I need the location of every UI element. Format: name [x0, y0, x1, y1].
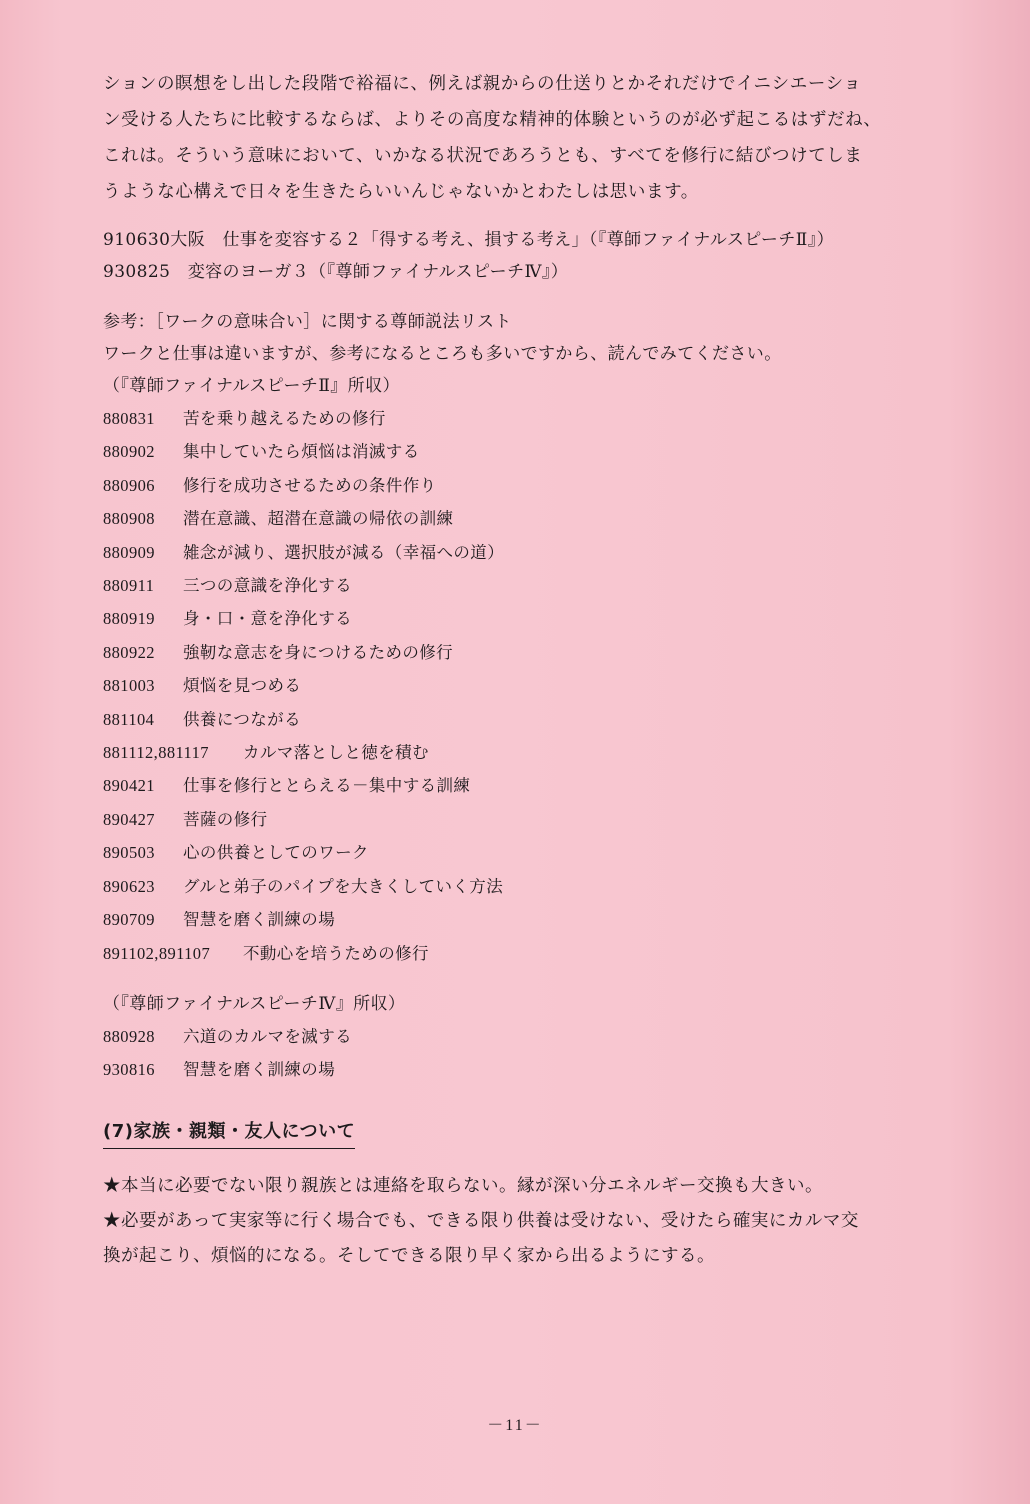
sermon-date-code: 880908 [103, 509, 155, 529]
section-item: ★本当に必要でない限り親族とは連絡を取らない。縁が深い分エネルギー交換も大きい。 [103, 1175, 823, 1196]
sermon-date-code: 880902 [103, 442, 155, 462]
list-item [103, 937, 953, 970]
sermon-date-code: 930816 [103, 1060, 155, 1080]
sermon-title: 六道のカルマを滅する [183, 1026, 352, 1046]
list-item [103, 903, 953, 936]
section-item: 換が起こり、煩悩的になる。そしてできる限り早く家から出るようにする。 [103, 1245, 715, 1266]
reference-note: ワークと仕事は違いますが、参考になるところも多いですから、読んでみてください。 [103, 344, 782, 364]
sermon-title: 供養につながる [183, 709, 301, 729]
sermon-title: 仕事を修行ととらえる－集中する訓練 [183, 776, 471, 796]
sermon-title: 心の供養としてのワーク [183, 843, 369, 863]
family-section [103, 1117, 953, 1274]
sermon-title: 強靭な意志を身につけるための修行 [183, 642, 454, 662]
group2-label: （『尊師ファイナルスピーチⅣ』所収） [103, 993, 406, 1014]
sermon-date-code: 890709 [103, 910, 155, 930]
sermon-date-code: 881104 [103, 709, 155, 729]
list-item [103, 636, 953, 669]
sermon-date-code: 880919 [103, 609, 155, 629]
sermon-title: 不動心を培うための修行 [243, 943, 429, 963]
list-item [103, 803, 953, 836]
page-content [103, 66, 953, 1274]
sermon-list-volume-4 [103, 1020, 953, 1087]
sermon-title: 潜在意識、超潜在意識の帰依の訓練 [183, 509, 454, 529]
list-item [103, 769, 953, 802]
sermon-title: 修行を成功させるための条件作り [183, 475, 437, 495]
sermon-date-code: 880906 [103, 475, 155, 495]
list-item [103, 435, 953, 468]
sermon-title: 雑念が減り、選択肢が減る（幸福への道） [183, 542, 505, 562]
list-item [103, 1020, 953, 1053]
sermon-title: 智慧を磨く訓練の場 [183, 910, 336, 930]
sermon-list-volume-2 [103, 402, 953, 970]
sermon-title: 煩悩を見つめる [183, 676, 302, 696]
list-item [103, 469, 953, 502]
source-line: 930825 変容のヨーガ３（『尊師ファイナルスピーチⅣ』） [103, 262, 569, 282]
group1-label: （『尊師ファイナルスピーチⅡ』所収） [103, 376, 400, 396]
sermon-title: 身・口・意を浄化する [183, 609, 352, 629]
reference-block [103, 306, 953, 1087]
list-item [103, 703, 953, 736]
list-item [103, 870, 953, 903]
sermon-date-code: 890427 [103, 809, 155, 829]
sermon-title: カルマ落としと徳を積む [243, 743, 429, 763]
sermon-date-code: 890503 [103, 843, 155, 863]
intro-line: ションの瞑想をし出した段階で裕福に、例えば親からの仕送りとかそれだけでイニシエーショ [103, 74, 862, 94]
sermon-date-code: 890623 [103, 876, 155, 896]
list-item [103, 1053, 953, 1086]
section-item: ★必要があって実家等に行く場合でも、できる限り供養は受けない、受けたら確実にカルマ交 [103, 1210, 859, 1231]
sermon-title: グルと弟子のパイプを大きくしていく方法 [183, 876, 504, 896]
sermon-date-code: 880909 [103, 542, 155, 562]
source-line: 910630大阪 仕事を変容する２「得する考え、損する考え」（『尊師ファイナルスピーチⅡ』） [103, 230, 834, 250]
intro-line: うような心構えで日々を生きたらいいんじゃないかとわたしは思います。 [103, 182, 699, 202]
sermon-date-code: 880911 [103, 576, 155, 596]
reference-heading: 参考：［ワークの意味合い］に関する尊師説法リスト [103, 312, 512, 332]
list-item [103, 602, 953, 635]
list-item [103, 502, 953, 535]
list-item [103, 836, 953, 869]
list-item [103, 569, 953, 602]
list-item [103, 736, 953, 769]
intro-line: ン受ける人たちに比較するならば、よりその高度な精神的体験というのが必ず起こるはずだね、 [103, 110, 882, 130]
sermon-title: 智慧を磨く訓練の場 [183, 1060, 336, 1080]
sermon-date-code: 880928 [103, 1026, 155, 1046]
sermon-date-code: 881112,881117 [103, 743, 209, 763]
sermon-title: 苦を乗り越えるための修行 [183, 409, 386, 428]
sermon-title: 菩薩の修行 [183, 809, 268, 829]
sermon-date-code: 890421 [103, 776, 155, 796]
sermon-title: 三つの意識を浄化する [183, 576, 352, 596]
intro-line: これは。そういう意味において、いかなる状況であろうとも、すべてを修行に結びつけてしま [103, 146, 863, 166]
source-references [103, 224, 953, 288]
sermon-date-code: 881003 [103, 676, 155, 696]
list-item [103, 669, 953, 702]
sermon-date-code: 891102,891107 [103, 943, 211, 963]
sermon-date-code: 880831 [103, 409, 155, 428]
list-item [103, 402, 953, 435]
sermon-date-code: 880922 [103, 642, 155, 662]
page-number: －11－ [487, 1417, 543, 1434]
list-item [103, 536, 953, 569]
intro-paragraph [103, 66, 953, 210]
sermon-title: 集中していたら煩悩は消滅する [183, 442, 420, 462]
section-heading: (7)家族・親類・友人について [103, 1117, 355, 1149]
